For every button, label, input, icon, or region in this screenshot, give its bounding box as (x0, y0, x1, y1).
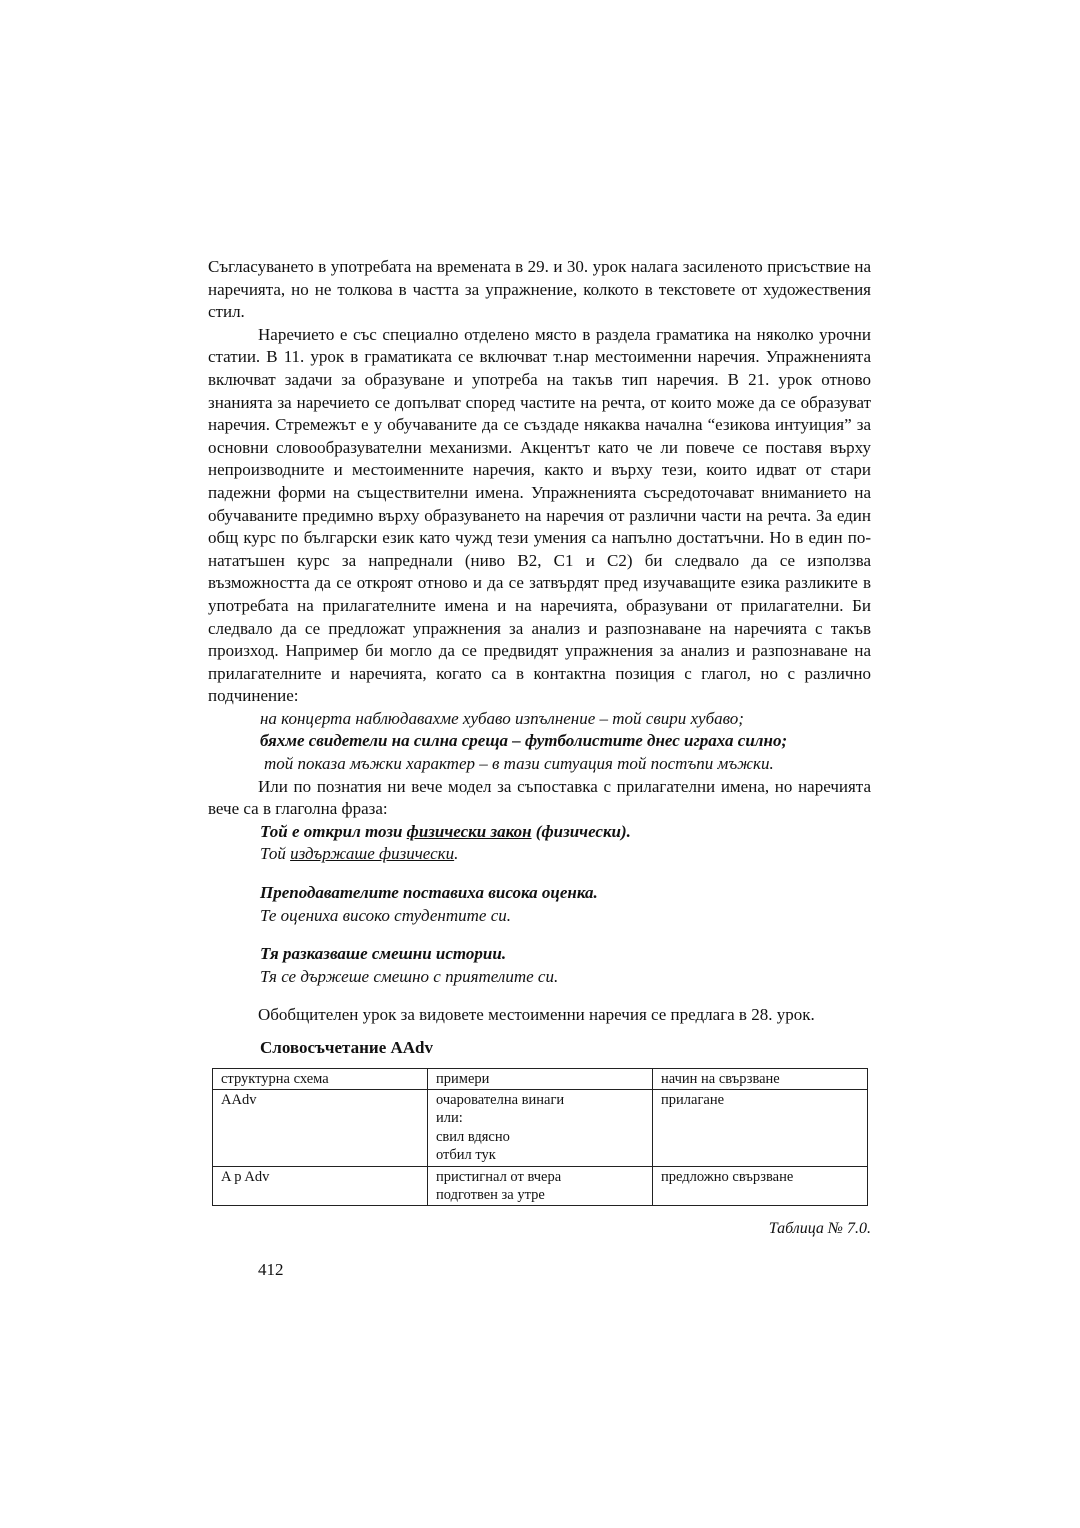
table-header-cell: начин на свързване (653, 1068, 868, 1089)
table-cell (428, 1090, 653, 1167)
page-number: 412 (258, 1260, 284, 1280)
table-heading: Словосъчетание AAdv (260, 1038, 433, 1057)
table-header-row (213, 1068, 868, 1089)
paragraph-summary-lesson: Обобщителен урок за видовете местоименни наречия се предлага в 28. урок. (258, 1005, 815, 1025)
example-adverb-sentence: Той издържаше физически. (260, 844, 459, 864)
table-header-cell: примери (428, 1068, 653, 1089)
table-cell-line: отбил тук (436, 1147, 496, 1164)
example-adjective-sentence: Той е открил този физически закон (физически). (260, 821, 631, 841)
paragraph-verb-phrase-model: Или по познатия ни вече модел за съпоставка с прилагателни имена, но наречията вече са в глаголна фраза: (208, 776, 871, 819)
table-header-cell: структурна схема (213, 1068, 428, 1089)
table-caption: Таблица № 7.0. (768, 1220, 871, 1238)
example-adjective-sentence: Тя разказваше смешни истории. (260, 944, 507, 964)
paragraph-adverb-lessons: Наречието е със специално отделено място в раздела граматика на няколко урочни статии. В 11. урок в граматиката се включват т.нар местоименни наречия. Упражненията включват задачи за образуване и употреба на такъв тип наречия. В 21. урок отново знанията за наречието се допълват според частите на речта, от които може да се образуват наречия. Стремежът е у обучаваните да се създаде някаква начална “езикова интуиция” за основни словообразувателни механизми. Акцентът като че ли повече се поставя върху непроизводните и местоименните наречия, както и върху тези, които идват от стари падежни форми на съществителни имена. Упражненията съсредоточават вниманието на обучаваните предимно върху образуването на наречия от различни части на речта. За един общ курс по български език като чужд тези умения са напълно достатъчни. Но в един по-нататъшен курс за напреднали (ниво В2, С1 и С2) би следвало да се използва възможността да се откроят отново и да се затвърдят пред изучаващите езика разликите в употребата на прилагателните имена и на наречията, образувани от прилагателни. Би следвало да се предложат упражнения за анализ и разпознаване на наречията с такъв произход. Например би могло да се предвидят упражнения за анализ и разпознаване на прилагателните и наречията, когато са в контактна позиция с глагол, но с различно подчинение: (208, 324, 871, 706)
table-cell: прилагане (653, 1090, 868, 1167)
table-cell: AAdv (213, 1090, 428, 1167)
example-adverb-sentence: Те оцениха високо студентите си. (260, 905, 511, 925)
table-cell: A p Adv (213, 1166, 428, 1206)
phrase-structure-table (212, 1068, 868, 1207)
table-cell (428, 1166, 653, 1206)
paragraph-intro: Съгласуването в употребата на времената в 29. и 30. урок налага засиленото присъствие на наречията, но не толкова в частта за упражнение, колкото в текстовете от художествения стил. (208, 257, 871, 322)
example-sentence: той показа мъжки характер – в тази ситуация той постъпи мъжки. (264, 754, 774, 774)
table-cell-line: или: (436, 1110, 463, 1127)
example-adjective-sentence: Преподавателите поставиха висока оценка. (260, 883, 598, 903)
table-cell-line: пристигнал от вчера (436, 1168, 562, 1185)
example-sentence: на концерта наблюдавахме хубаво изпълнение – той свири хубаво; (260, 708, 744, 728)
table-row (213, 1090, 868, 1167)
table-row (213, 1166, 868, 1206)
page-content (208, 256, 871, 1282)
table-cell-line: подготвен за утре (436, 1187, 545, 1204)
example-sentence: бяхме свидетели на силна среща – футболистите днес играха силно; (260, 731, 788, 751)
table-cell: предложно свързване (653, 1166, 868, 1206)
table-cell-line: свил вдясно (436, 1128, 510, 1145)
table-cell-line: очарователна винаги (436, 1092, 565, 1108)
example-adverb-sentence: Тя се държеше смешно с приятелите си. (260, 966, 559, 986)
